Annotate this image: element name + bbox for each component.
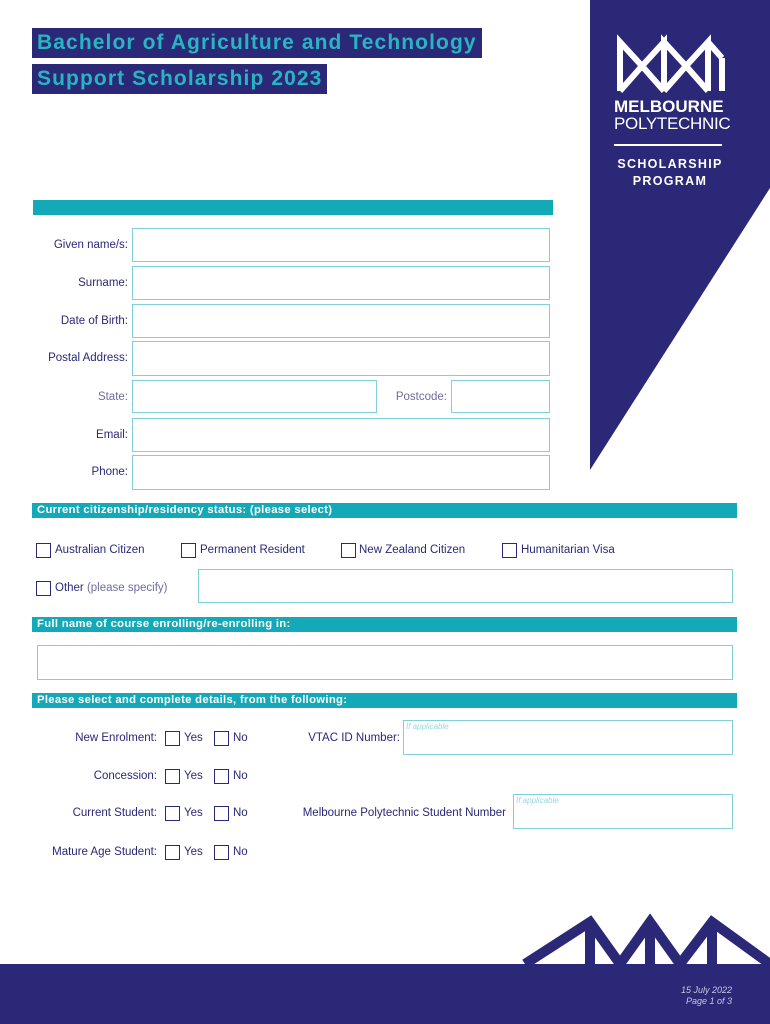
title-line-1: Bachelor of Agriculture and Technology <box>32 28 482 58</box>
current-student-yes-checkbox[interactable] <box>165 806 180 821</box>
brand-name: MELBOURNE POLYTECHNIC <box>614 97 731 133</box>
footer-page-number: Page 1 of 3 <box>685 996 732 1006</box>
email-label: Email: <box>96 429 128 441</box>
mature-age-no-label: No <box>233 846 248 858</box>
student-number-hint: If applicable <box>516 796 559 805</box>
surname-label: Surname: <box>78 277 128 289</box>
new-enrolment-label: New Enrolment: <box>75 732 157 744</box>
humanitarian-visa-label: Humanitarian Visa <box>521 544 615 556</box>
current-student-label: Current Student: <box>72 807 157 819</box>
course-name-field[interactable] <box>37 645 733 680</box>
current-student-no-label: No <box>233 807 248 819</box>
concession-no-checkbox[interactable] <box>214 769 229 784</box>
other-specify-field[interactable] <box>198 569 733 603</box>
australian-citizen-checkbox[interactable] <box>36 543 51 558</box>
citizenship-heading: Current citizenship/residency status: (please select) <box>32 503 737 518</box>
vtac-hint: If applicable <box>406 722 449 731</box>
brand-program: SCHOLARSHIP PROGRAM <box>617 157 723 188</box>
page-title <box>32 28 482 94</box>
vtac-id-field[interactable] <box>403 720 733 755</box>
concession-label: Concession: <box>93 770 157 782</box>
student-number-field[interactable] <box>513 794 733 829</box>
postal-address-field[interactable] <box>132 341 550 376</box>
new-enrolment-no-label: No <box>233 732 248 744</box>
new-enrolment-yes-checkbox[interactable] <box>165 731 180 746</box>
postcode-label: Postcode: <box>395 391 447 403</box>
concession-no-label: No <box>233 770 248 782</box>
postal-address-label: Postal Address: <box>48 352 128 364</box>
state-field[interactable] <box>132 380 377 413</box>
state-label: State: <box>97 391 128 403</box>
vtac-id-label: VTAC ID Number: <box>308 732 400 744</box>
phone-field[interactable] <box>132 455 550 490</box>
other-checkbox[interactable] <box>36 581 51 596</box>
brand-block <box>614 32 744 190</box>
current-student-yes-label: Yes <box>184 807 203 819</box>
permanent-resident-label: Permanent Resident <box>200 544 305 556</box>
melbourne-polytechnic-logo-icon <box>614 32 726 94</box>
mature-age-no-checkbox[interactable] <box>214 845 229 860</box>
mature-age-yes-checkbox[interactable] <box>165 845 180 860</box>
mature-age-label: Mature Age Student: <box>52 846 157 858</box>
current-student-no-checkbox[interactable] <box>214 806 229 821</box>
australian-citizen-label: Australian Citizen <box>55 544 145 556</box>
footer-info <box>681 985 732 1007</box>
postcode-field[interactable] <box>451 380 550 413</box>
surname-field[interactable] <box>132 266 550 300</box>
new-enrolment-yes-label: Yes <box>184 732 203 744</box>
new-zealand-citizen-label: New Zealand Citizen <box>359 544 466 556</box>
brand-divider <box>614 144 722 146</box>
phone-label: Phone: <box>91 466 128 478</box>
date-of-birth-label: Date of Birth: <box>60 315 128 327</box>
details-heading: Please select and complete details, from the following: <box>32 693 737 708</box>
footer-date: 15 July 2022 <box>680 985 732 995</box>
mature-age-yes-label: Yes <box>184 846 203 858</box>
new-enrolment-no-checkbox[interactable] <box>214 731 229 746</box>
new-zealand-citizen-checkbox[interactable] <box>341 543 356 558</box>
given-name-label: Given name/s: <box>53 239 128 251</box>
course-heading: Full name of course enrolling/re-enrolling in: <box>32 617 737 632</box>
concession-yes-checkbox[interactable] <box>165 769 180 784</box>
date-of-birth-field[interactable] <box>132 304 550 338</box>
title-line-2: Support Scholarship 2023 <box>32 64 327 94</box>
concession-yes-label: Yes <box>184 770 203 782</box>
given-name-field[interactable] <box>132 228 550 262</box>
permanent-resident-checkbox[interactable] <box>181 543 196 558</box>
footer-truss-icon <box>0 900 770 1024</box>
other-label: Other (please specify) <box>55 582 168 594</box>
email-field[interactable] <box>132 418 550 452</box>
personal-section-bar <box>33 200 553 215</box>
student-number-label: Melbourne Polytechnic Student Number <box>302 807 506 819</box>
humanitarian-visa-checkbox[interactable] <box>502 543 517 558</box>
